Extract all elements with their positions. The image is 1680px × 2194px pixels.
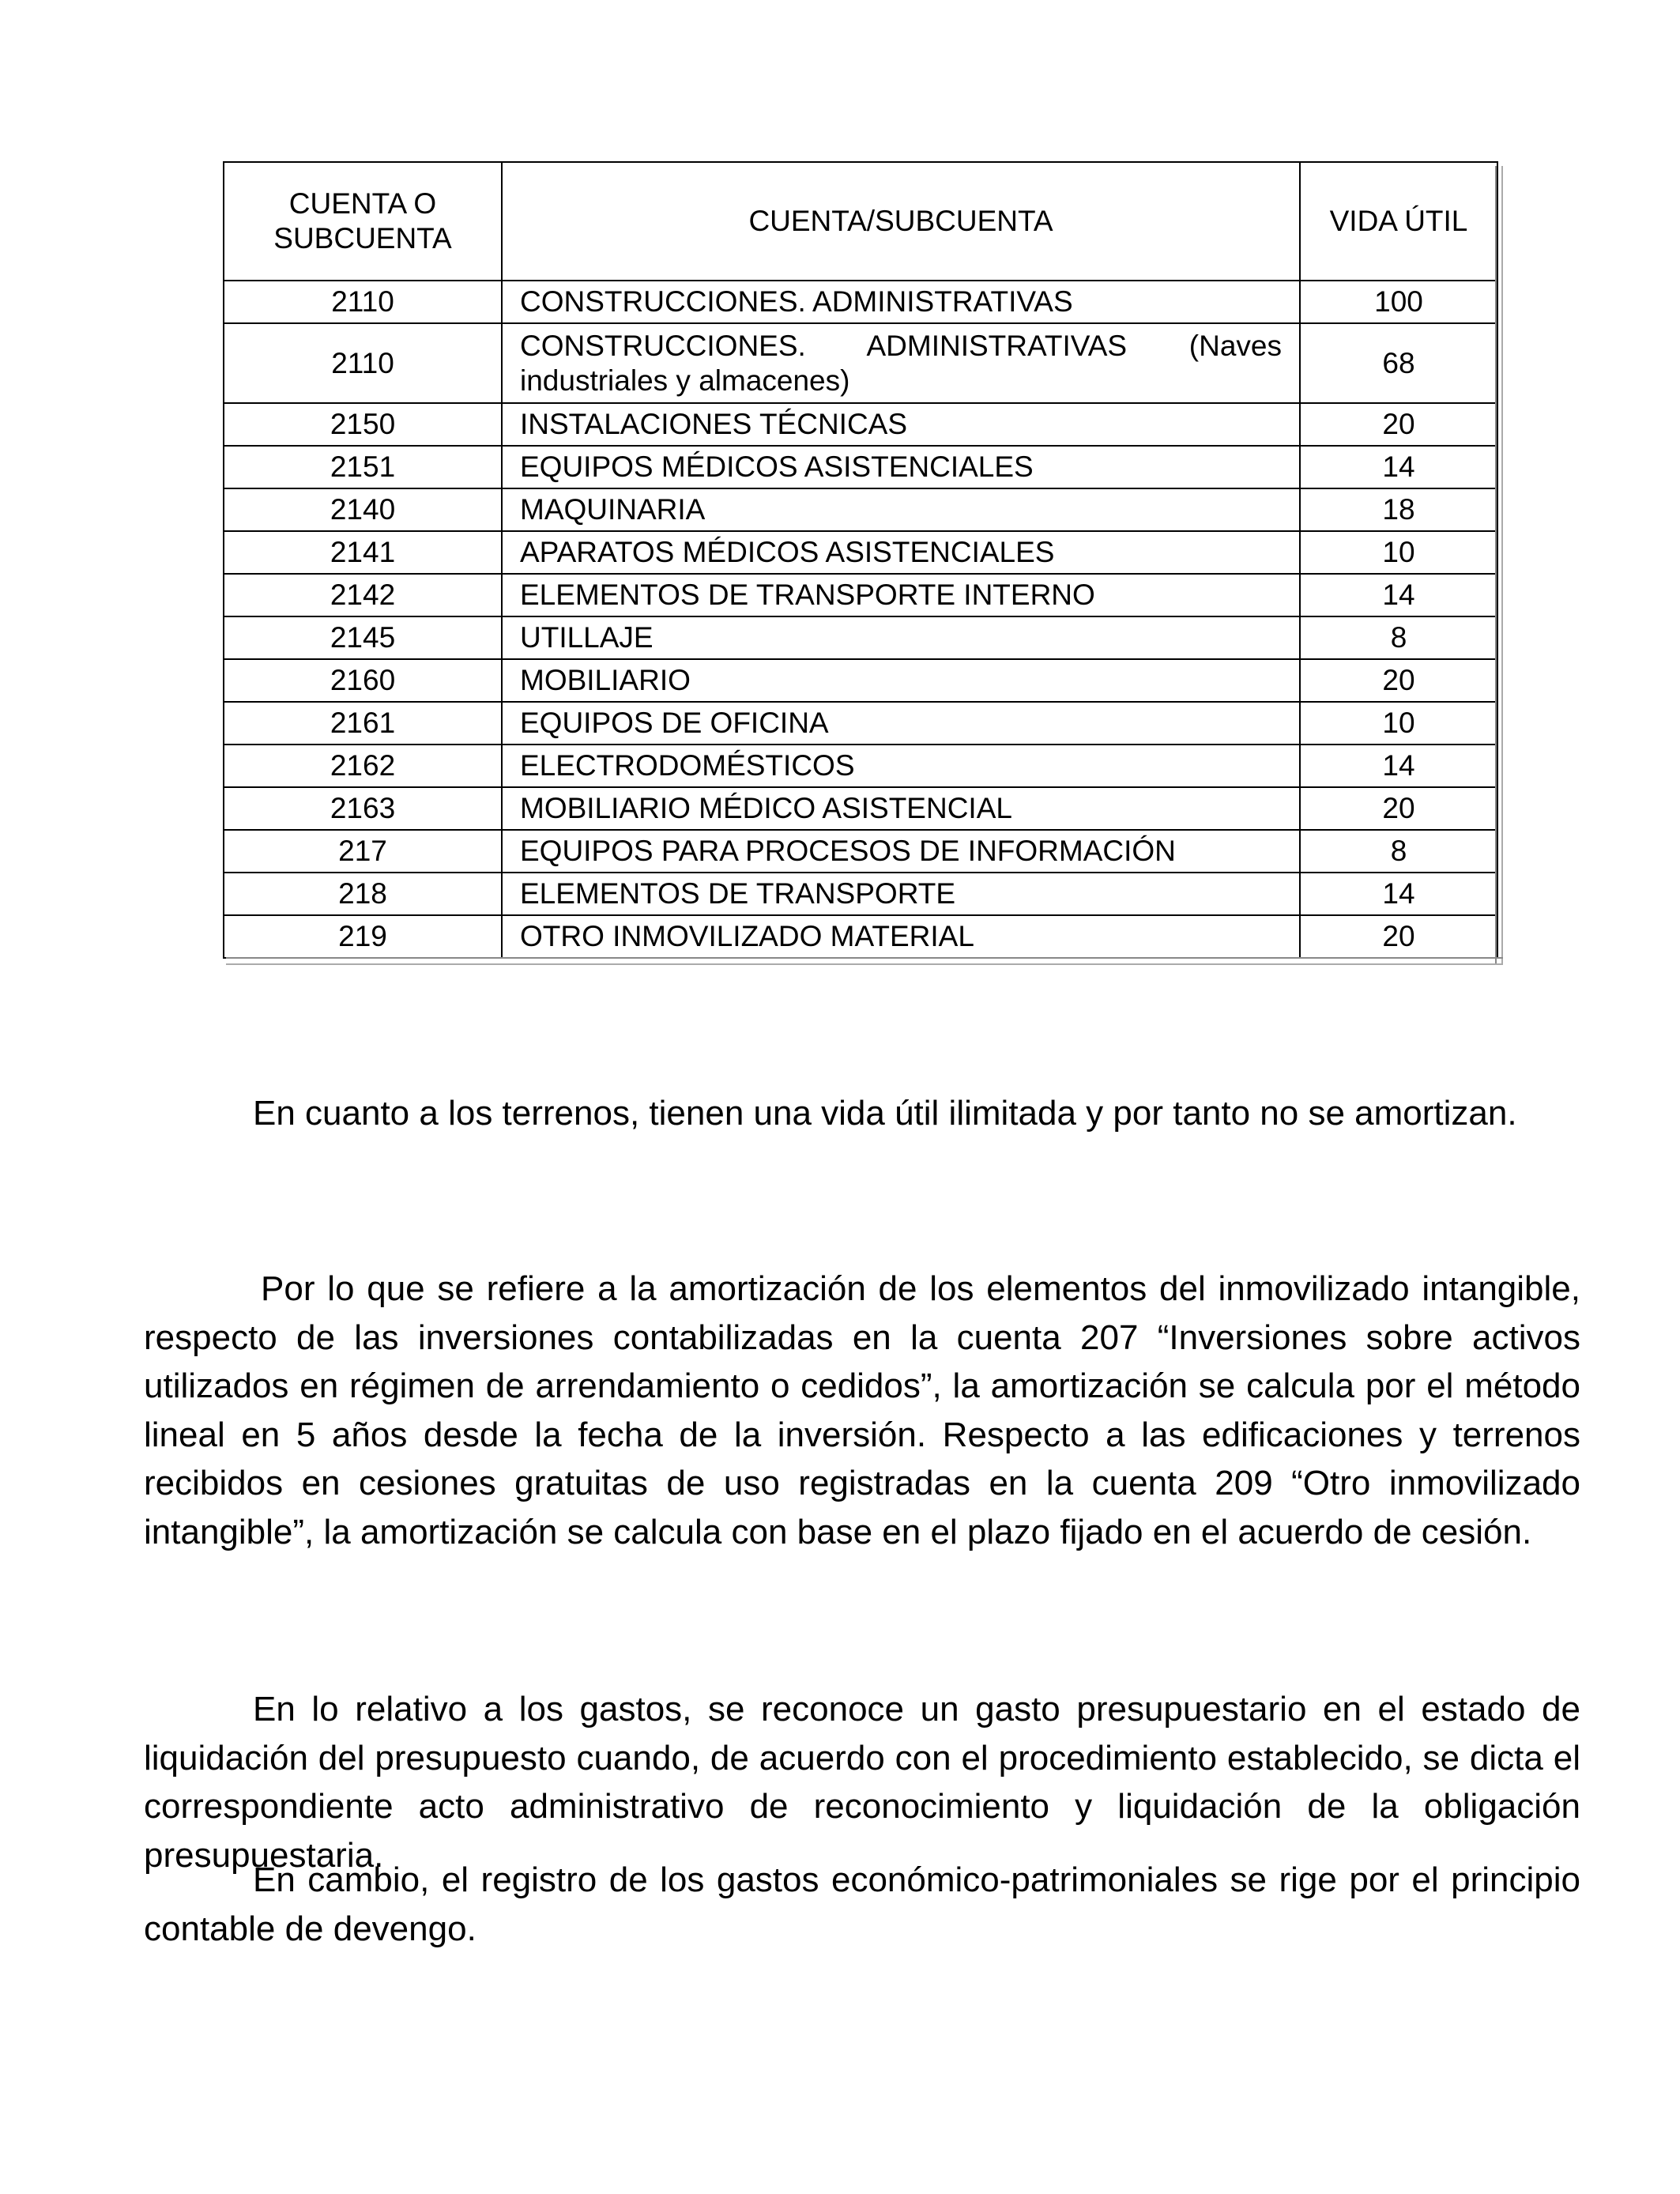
table-row <box>224 787 1497 830</box>
paragraph-intangible-amortization: Por lo que se refiere a la amortización de los elementos del inmovilizado intangible, respecto de las inversiones contabilizadas en la cuenta 207 “Inversiones sobre activos utilizados en régimen de arrendamiento o cedidos”, la amortización se calcula por el método lineal en 5 años desde la fecha de la inversión. Respecto a las edificaciones y terrenos recibidos en cesiones gratuitas de uso registradas en la cuenta 209 “Otro inmovilizado intangible”, la amortización se calcula con base en el plazo fijado en el acuerdo de cesión. <box>144 1269 1580 1551</box>
table-body <box>224 281 1497 958</box>
account-code-cell: 2141 <box>224 531 502 574</box>
table-row <box>224 616 1497 659</box>
useful-life-cell: 18 <box>1300 488 1497 531</box>
account-name-cell: MOBILIARIO <box>502 659 1300 702</box>
table-row <box>224 488 1497 531</box>
useful-life-table <box>223 161 1498 959</box>
account-name-cell: MOBILIARIO MÉDICO ASISTENCIAL <box>502 787 1300 830</box>
table-shadow-right <box>1495 166 1503 965</box>
table-row <box>224 830 1497 873</box>
useful-life-cell: 8 <box>1300 830 1497 873</box>
account-code-cell: 2161 <box>224 702 502 745</box>
account-code-cell: 217 <box>224 830 502 873</box>
account-name-cell: CONSTRUCCIONES. ADMINISTRATIVAS (Naves industriales y almacenes) <box>502 323 1300 403</box>
paragraph-land: En cuanto a los terrenos, tienen una vida útil ilimitada y por tanto no se amortizan. <box>253 1094 1517 1133</box>
account-code-cell: 2142 <box>224 574 502 616</box>
account-name-cell: CONSTRUCCIONES. ADMINISTRATIVAS <box>502 281 1300 323</box>
account-name-cell: ELEMENTOS DE TRANSPORTE <box>502 873 1300 915</box>
useful-life-cell: 20 <box>1300 915 1497 958</box>
account-code-cell: 2110 <box>224 281 502 323</box>
table-row <box>224 873 1497 915</box>
account-name-cell: MAQUINARIA <box>502 488 1300 531</box>
account-code-cell: 2140 <box>224 488 502 531</box>
account-code-cell: 2145 <box>224 616 502 659</box>
useful-life-cell: 10 <box>1300 702 1497 745</box>
useful-life-cell: 68 <box>1300 323 1497 403</box>
table-row <box>224 702 1497 745</box>
table-row <box>224 281 1497 323</box>
table-row <box>224 659 1497 702</box>
account-code-cell: 2110 <box>224 323 502 403</box>
account-name-cell: UTILLAJE <box>502 616 1300 659</box>
table-row <box>224 915 1497 958</box>
table-row <box>224 574 1497 616</box>
account-code-cell: 218 <box>224 873 502 915</box>
paragraph-accrual-principle: En cambio, el registro de los gastos económico-patrimoniales se rige por el principio contable de devengo. <box>144 1860 1580 1948</box>
header-useful-life: VIDA ÚTIL <box>1300 162 1497 281</box>
table-row <box>224 323 1497 403</box>
useful-life-cell: 20 <box>1300 659 1497 702</box>
table-row <box>224 531 1497 574</box>
account-name-cell: EQUIPOS MÉDICOS ASISTENCIALES <box>502 446 1300 488</box>
useful-life-cell: 8 <box>1300 616 1497 659</box>
account-code-cell: 219 <box>224 915 502 958</box>
useful-life-cell: 20 <box>1300 403 1497 446</box>
account-name-cell: ELEMENTOS DE TRANSPORTE INTERNO <box>502 574 1300 616</box>
account-name-cell: EQUIPOS PARA PROCESOS DE INFORMACIÓN <box>502 830 1300 873</box>
account-code-cell: 2150 <box>224 403 502 446</box>
useful-life-cell: 10 <box>1300 531 1497 574</box>
table-shadow-bottom <box>226 957 1503 965</box>
account-name-cell: ELECTRODOMÉSTICOS <box>502 745 1300 787</box>
useful-life-cell: 100 <box>1300 281 1497 323</box>
useful-life-cell: 14 <box>1300 745 1497 787</box>
useful-life-table-container <box>223 161 1497 959</box>
table-row <box>224 745 1497 787</box>
table-header-row <box>224 162 1497 281</box>
header-account-code: CUENTA O SUBCUENTA <box>224 162 502 281</box>
account-code-cell: 2160 <box>224 659 502 702</box>
paragraph-budget-expenses: En lo relativo a los gastos, se reconoce un gasto presupuestario en el estado de liquidación del presupuesto cuando, de acuerdo con el procedimiento establecido, se dicta el correspondiente acto administrativo de reconocimiento y liquidación de la obligación presupuestaria. <box>144 1690 1580 1875</box>
table-row <box>224 403 1497 446</box>
useful-life-cell: 14 <box>1300 574 1497 616</box>
account-code-cell: 2162 <box>224 745 502 787</box>
header-account-name: CUENTA/SUBCUENTA <box>502 162 1300 281</box>
table-row <box>224 446 1497 488</box>
account-name-cell: INSTALACIONES TÉCNICAS <box>502 403 1300 446</box>
account-code-cell: 2163 <box>224 787 502 830</box>
account-code-cell: 2151 <box>224 446 502 488</box>
account-name-cell: OTRO INMOVILIZADO MATERIAL <box>502 915 1300 958</box>
useful-life-cell: 14 <box>1300 446 1497 488</box>
useful-life-cell: 20 <box>1300 787 1497 830</box>
account-name-cell: EQUIPOS DE OFICINA <box>502 702 1300 745</box>
account-name-cell: APARATOS MÉDICOS ASISTENCIALES <box>502 531 1300 574</box>
useful-life-cell: 14 <box>1300 873 1497 915</box>
